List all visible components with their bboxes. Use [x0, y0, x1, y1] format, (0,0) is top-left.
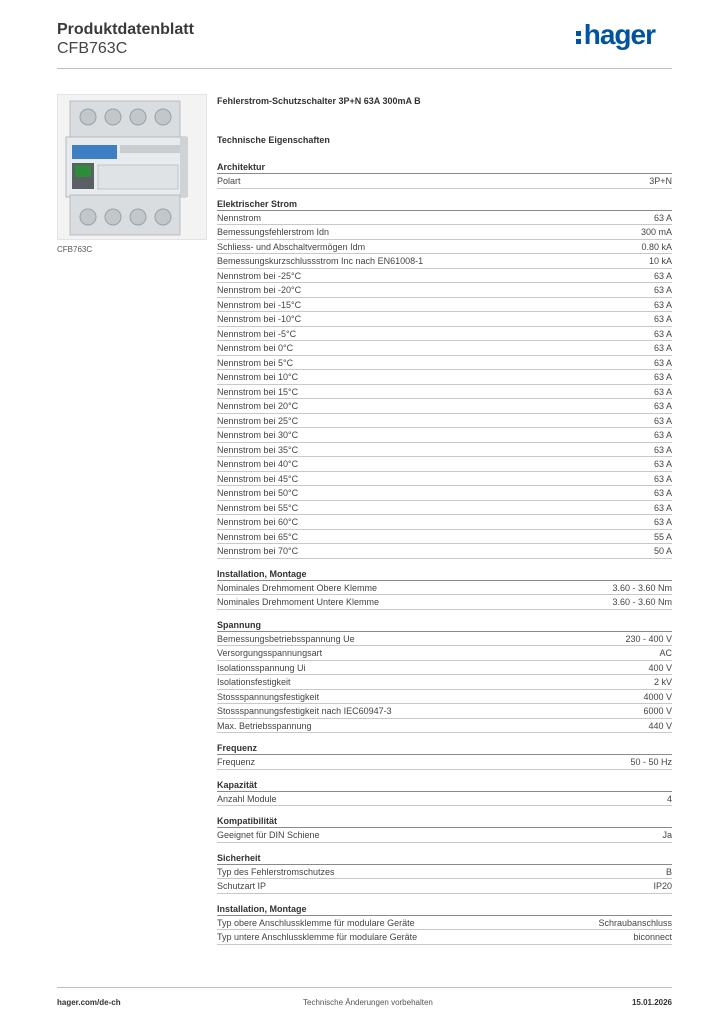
spec-label: Nominales Drehmoment Untere Klemme: [217, 597, 380, 607]
spec-label: Nennstrom bei 30°C: [217, 430, 299, 440]
spec-value: 50 - 50 Hz: [630, 757, 672, 767]
spec-row: [217, 646, 672, 661]
spec-value: 63 A: [653, 473, 672, 484]
spec-label: Nennstrom bei 20°C: [217, 401, 299, 411]
spec-value: 63 A: [653, 372, 672, 382]
spec-row: [217, 930, 672, 945]
spec-row: [217, 174, 672, 189]
image-caption: CFB763C: [57, 245, 93, 254]
footer-divider: [57, 987, 672, 988]
spec-row: [217, 865, 672, 880]
spec-label: Bemessungsbetriebsspannung Ue: [217, 633, 355, 644]
spec-value: 63 A: [653, 488, 672, 498]
spec-row: [217, 312, 672, 327]
spec-row: [217, 327, 672, 342]
spec-row: [217, 581, 672, 596]
spec-label: Versorgungsspannungsart: [217, 648, 323, 658]
spec-label: Nennstrom bei -15°C: [217, 299, 302, 310]
spec-row: [217, 719, 672, 734]
spec-row: [217, 879, 672, 894]
spec-label: Nennstrom bei 40°C: [217, 459, 299, 469]
spec-label: Stossspannungsfestigkeit: [217, 691, 320, 702]
spec-label: Bemessungskurzschlussstrom Inc nach EN61008-1: [217, 256, 424, 266]
spec-row: [217, 428, 672, 443]
spec-value: 63 A: [653, 328, 672, 339]
spec-value: 63 A: [653, 270, 672, 281]
spec-label: Isolationsfestigkeit: [217, 677, 291, 687]
spec-section: [217, 815, 672, 843]
spec-label: Nennstrom bei 10°C: [217, 372, 299, 382]
spec-row: [217, 341, 672, 356]
spec-label: Nennstrom bei 50°C: [217, 488, 299, 498]
spec-value: 63 A: [653, 430, 672, 440]
spec-row: [217, 690, 672, 705]
spec-value: 10 kA: [648, 256, 672, 266]
spec-row: [217, 370, 672, 385]
spec-row: [217, 211, 672, 226]
spec-value: 63 A: [653, 502, 672, 513]
spec-value: IP20: [653, 881, 672, 891]
footer-website[interactable]: hager.com/de-ch: [57, 998, 121, 1007]
spec-label: Stossspannungsfestigkeit nach IEC60947-3: [217, 706, 392, 716]
spec-value: AC: [659, 648, 672, 658]
section-title: Sicherheit: [217, 852, 672, 865]
spec-value: 4: [666, 793, 672, 804]
spec-value: 230 - 400 V: [625, 633, 672, 644]
hager-logo: [576, 20, 655, 50]
spec-value: 2 kV: [653, 677, 672, 687]
spec-label: Nennstrom bei 70°C: [217, 546, 299, 556]
spec-sections: [217, 161, 672, 945]
spec-row: [217, 661, 672, 676]
spec-row: [217, 356, 672, 371]
spec-row: [217, 632, 672, 647]
spec-value: B: [665, 866, 672, 877]
spec-label: Max. Betriebsspannung: [217, 720, 312, 731]
footer-date: 15.01.2026: [631, 998, 672, 1007]
spec-value: Ja: [662, 830, 672, 840]
spec-row: [217, 544, 672, 559]
spec-row: [217, 828, 672, 843]
spec-value: 63 A: [653, 415, 672, 426]
spec-label: Isolationsspannung Ui: [217, 662, 306, 673]
spec-value: 3.60 - 3.60 Nm: [612, 597, 672, 607]
spec-row: [217, 515, 672, 530]
spec-row: [217, 792, 672, 807]
page-header: [57, 20, 672, 70]
spec-value: 63 A: [653, 386, 672, 397]
spec-value: Schraubanschluss: [598, 917, 672, 928]
spec-value: biconnect: [633, 932, 672, 942]
logo-dots-icon: [576, 24, 582, 46]
spec-row: [217, 457, 672, 472]
spec-value: 300 mA: [640, 227, 672, 237]
spec-label: Nennstrom: [217, 212, 262, 223]
spec-row: [217, 916, 672, 931]
section-title: Installation, Montage: [217, 568, 672, 581]
spec-value: 63 A: [653, 343, 672, 353]
spec-row: [217, 254, 672, 269]
spec-label: Nennstrom bei -20°C: [217, 285, 302, 295]
section-title: Elektrischer Strom: [217, 198, 672, 211]
section-title: Spannung: [217, 619, 672, 632]
spec-label: Nennstrom bei 45°C: [217, 473, 299, 484]
spec-label: Typ untere Anschlussklemme für modulare Geräte: [217, 932, 418, 942]
page-title: Produktdatenblatt: [57, 21, 194, 38]
spec-section: [217, 198, 672, 559]
spec-row: [217, 283, 672, 298]
spec-row: [217, 298, 672, 313]
spec-row: [217, 675, 672, 690]
spec-value: 55 A: [653, 531, 672, 542]
spec-row: [217, 225, 672, 240]
spec-row: [217, 595, 672, 610]
spec-label: Schliess- und Abschaltvermögen Idm: [217, 241, 366, 252]
spec-row: [217, 501, 672, 516]
footer-notice: Technische Änderungen vorbehalten: [303, 998, 433, 1007]
specification-content: [217, 96, 672, 954]
spec-label: Geeignet für DIN Schiene: [217, 830, 320, 840]
spec-label: Typ des Fehlerstromschutzes: [217, 866, 335, 877]
spec-value: 4000 V: [643, 691, 672, 702]
spec-value: 63 A: [653, 444, 672, 455]
header-divider: [57, 68, 672, 69]
spec-section: [217, 568, 672, 610]
spec-value: 6000 V: [643, 706, 672, 716]
spec-label: Nominales Drehmoment Obere Klemme: [217, 582, 378, 593]
spec-value: 63 A: [653, 459, 672, 469]
spec-label: Anzahl Module: [217, 793, 277, 804]
logo-text: hager: [583, 19, 655, 50]
section-title: Frequenz: [217, 742, 672, 755]
spec-label: Typ obere Anschlussklemme für modulare Geräte: [217, 917, 415, 928]
properties-heading: Technische Eigenschaften: [217, 135, 330, 145]
product-image: [57, 94, 207, 240]
spec-value: 63 A: [653, 299, 672, 310]
product-name: Fehlerstrom-Schutzschalter 3P+N 63A 300mA B: [217, 96, 421, 106]
spec-section: [217, 779, 672, 807]
spec-row: [217, 755, 672, 770]
spec-row: [217, 472, 672, 487]
spec-label: Bemessungsfehlerstrom Idn: [217, 227, 330, 237]
spec-label: Nennstrom bei 55°C: [217, 502, 299, 513]
spec-label: Nennstrom bei 0°C: [217, 343, 294, 353]
spec-row: [217, 414, 672, 429]
spec-section: [217, 161, 672, 189]
spec-label: Polart: [217, 176, 241, 186]
spec-value: 63 A: [653, 401, 672, 411]
spec-value: 63 A: [653, 314, 672, 324]
spec-value: 63 A: [653, 517, 672, 527]
spec-label: Nennstrom bei 35°C: [217, 444, 299, 455]
spec-value: 50 A: [653, 546, 672, 556]
spec-row: [217, 443, 672, 458]
spec-label: Nennstrom bei -10°C: [217, 314, 302, 324]
spec-section: [217, 903, 672, 945]
section-title: Kompatibilität: [217, 815, 672, 828]
spec-value: 63 A: [653, 212, 672, 223]
spec-label: Nennstrom bei -5°C: [217, 328, 297, 339]
spec-label: Frequenz: [217, 757, 256, 767]
spec-label: Nennstrom bei 25°C: [217, 415, 299, 426]
spec-row: [217, 530, 672, 545]
spec-value: 63 A: [653, 285, 672, 295]
spec-value: 3.60 - 3.60 Nm: [612, 582, 672, 593]
spec-value: 400 V: [648, 662, 672, 673]
spec-row: [217, 399, 672, 414]
spec-value: 63 A: [653, 357, 672, 368]
spec-section: [217, 852, 672, 894]
spec-section: [217, 742, 672, 770]
spec-label: Nennstrom bei 5°C: [217, 357, 294, 368]
spec-section: [217, 619, 672, 734]
spec-label: Schutzart IP: [217, 881, 267, 891]
spec-value: 440 V: [648, 720, 672, 731]
section-title: Installation, Montage: [217, 903, 672, 916]
section-title: Kapazität: [217, 779, 672, 792]
spec-label: Nennstrom bei 60°C: [217, 517, 299, 527]
spec-row: [217, 704, 672, 719]
product-code: CFB763C: [57, 40, 128, 57]
spec-label: Nennstrom bei -25°C: [217, 270, 302, 281]
spec-label: Nennstrom bei 65°C: [217, 531, 299, 542]
spec-row: [217, 486, 672, 501]
spec-value: 0.80 kA: [641, 241, 672, 252]
spec-value: 3P+N: [649, 176, 672, 186]
rcd-device-picture: [58, 95, 206, 239]
spec-row: [217, 269, 672, 284]
section-title: Architektur: [217, 161, 672, 174]
spec-row: [217, 385, 672, 400]
spec-row: [217, 240, 672, 255]
spec-label: Nennstrom bei 15°C: [217, 386, 299, 397]
